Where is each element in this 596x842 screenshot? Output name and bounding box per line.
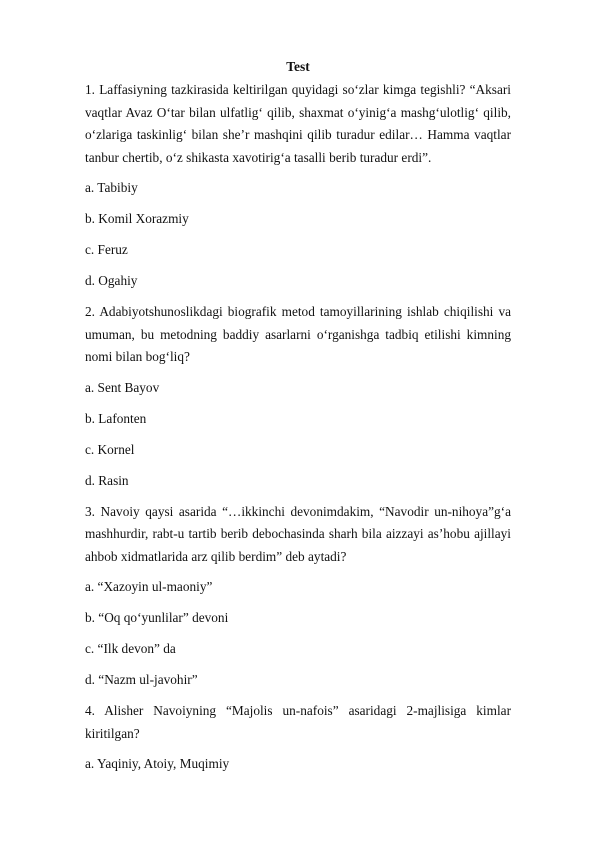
answer-option: d. “Nazm ul-javohir”	[85, 672, 198, 687]
answer-option: d. Rasin	[85, 472, 129, 488]
question-text: 3. Navoiy qaysi asarida “…ikkinchi devonimdakim, “Navodir un-nihoya”g‘a mashhurdir, rabt-u tartib berib debochasinda sharh bila aizzayi as’hobu ajillayi ahbob xidmatlarida arz qilib berdim” deb aytadi?	[85, 503, 511, 564]
question-text: 2. Adabiyotshunoslikdagi biografik metod tamoyillarining ishlab chiqilishi va umuman, bu metodning baddiy asarlarni o‘rganishga tadbiq etilishi kimning nomi bilan bog‘liq?	[85, 304, 511, 364]
question-text: 4. Alisher Navoiyning “Majolis un-nafois” asaridagi 2-majlisiga kimlar kiritilgan?	[85, 703, 511, 741]
page-title: Test	[286, 59, 310, 74]
question-block	[85, 501, 511, 692]
answer-option: d. Ogahiy	[85, 273, 138, 288]
answer-option: c. Kornel	[85, 441, 135, 457]
answer-option: c. Feruz	[85, 242, 128, 257]
question-block	[85, 700, 511, 776]
answer-option: b. Komil Xorazmiy	[85, 211, 189, 226]
answer-option: a. “Xazoyin ul-maoniy”	[85, 579, 213, 594]
answer-option: b. “Oq qo‘yunlilar” devoni	[85, 610, 229, 625]
document-page	[85, 57, 511, 784]
answer-option: a. Yaqiniy, Atoiy, Muqimiy	[85, 756, 230, 771]
question-text: 1. Laffasiyning tazkirasida keltirilgan quyidagi so‘zlar kimga tegishli? “Aksari vaqtlar Avaz O‘tar bilan ulfatlig‘ qilib, shaxmat o‘yinig‘a mashg‘ulotlig‘ qilib, o‘zlariga taskinlig‘ bilan she’r mashqini qilib turadur edilar… Hamma vaqtlar tanbur chertib, o‘z shikasta xavotirig‘a tasalli berib turadur erdi”.	[85, 82, 511, 165]
question-block	[85, 79, 511, 293]
answer-option: a. Sent Bayov	[85, 379, 160, 395]
answer-option: a. Tabibiy	[85, 180, 138, 195]
question-block	[85, 301, 511, 492]
answer-option: b. Lafonten	[85, 410, 147, 426]
answer-option: c. “Ilk devon” da	[85, 641, 176, 656]
